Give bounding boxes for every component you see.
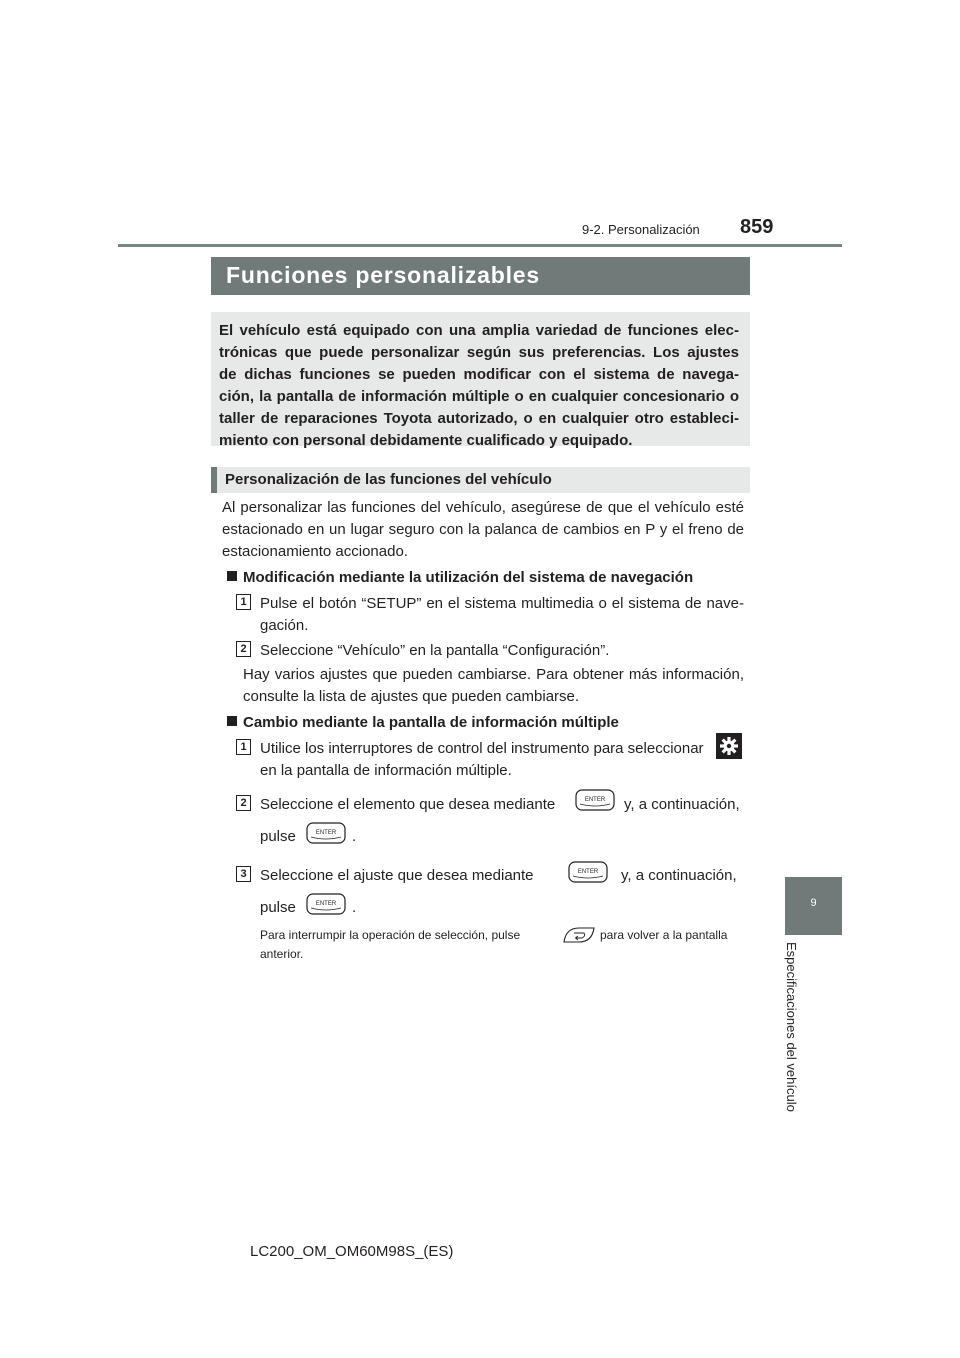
step-number-box: 1 xyxy=(236,739,251,755)
chapter-tab xyxy=(785,877,842,935)
svg-text:ENTER: ENTER xyxy=(577,869,599,875)
intro-line: de dichas funciones se pueden modificar con el sistema de navega- xyxy=(219,366,739,383)
note-text: Para interrumpir la operación de selección, pulse xyxy=(260,928,521,942)
mid-heading: Cambio mediante la pantalla de información múltiple xyxy=(227,714,619,731)
note-text: para volver a la pantalla xyxy=(600,928,728,942)
bullet-square-icon xyxy=(227,716,237,726)
svg-text:ENTER: ENTER xyxy=(584,797,606,803)
step-text: y, a continuación, xyxy=(624,796,740,813)
enter-button-icon xyxy=(306,822,346,844)
header-section-label: 9-2. Personalización xyxy=(582,222,700,237)
body-line: Al personalizar las funciones del vehículo, asegúrese de que el vehículo esté xyxy=(222,499,744,516)
step-text: . xyxy=(352,828,357,845)
svg-text:ENTER: ENTER xyxy=(315,901,337,907)
enter-button-icon xyxy=(575,789,615,811)
chapter-label: Especificaciones del vehículo xyxy=(784,942,799,1112)
note-line: Hay varios ajustes que pueden cambiarse. Para obtener más información, xyxy=(243,666,744,683)
note-text: anterior. xyxy=(260,947,304,961)
chapter-number: 9 xyxy=(810,897,817,909)
step-text: Seleccione el ajuste que desea mediante xyxy=(260,867,534,884)
step-text: en la pantalla de información múltiple. xyxy=(260,762,512,779)
intro-box xyxy=(211,312,750,449)
page-title: Funciones personalizables xyxy=(226,262,540,288)
step-text: gación. xyxy=(260,617,309,634)
enter-button-icon xyxy=(306,893,346,915)
step-text: y, a continuación, xyxy=(621,867,737,884)
nav-heading: Modificación mediante la utilización del sistema de navegación xyxy=(227,569,693,586)
gear-icon xyxy=(716,733,742,759)
step-text: Pulse el botón “SETUP” en el sistema multimedia o el sistema de nave- xyxy=(260,595,744,612)
intro-line: ción, la pantalla de información múltiple o en cualquier concesionario o xyxy=(219,388,739,405)
footer-code: LC200_OM_OM60M98S_(ES) xyxy=(250,1243,454,1260)
page-number: 859 xyxy=(740,216,774,238)
step-number-box: 1 xyxy=(236,594,251,610)
step-number-box: 2 xyxy=(236,795,251,811)
note-line: consulte la lista de ajustes que pueden cambiarse. xyxy=(243,688,580,705)
intro-line: El vehículo está equipado con una amplia variedad de funciones elec- xyxy=(219,322,739,339)
body-line: estacionamiento accionado. xyxy=(222,543,408,560)
subsection-accent xyxy=(211,467,217,493)
enter-button-icon xyxy=(568,861,608,883)
subsection-heading xyxy=(211,467,750,493)
body-line: estacionado en un lugar seguro con la palanca de cambios en P y el freno de xyxy=(222,521,744,538)
back-button-icon xyxy=(562,925,596,945)
intro-line: taller de reparaciones Toyota autorizado, o en cualquier otro estableci- xyxy=(219,410,739,427)
step-text: Seleccione “Vehículo” en la pantalla “Configuración”. xyxy=(260,642,610,659)
step-number-box: 2 xyxy=(236,641,251,657)
bullet-square-icon xyxy=(227,571,237,581)
step-text: . xyxy=(352,899,357,916)
step-number-box: 3 xyxy=(236,866,251,882)
intro-line: miento con personal debidamente cualificado y equipado. xyxy=(219,432,633,449)
step-text: Seleccione el elemento que desea mediante xyxy=(260,796,556,813)
step-text: pulse xyxy=(260,828,296,845)
step-text: Utilice los interruptores de control del instrumento para seleccionar xyxy=(260,740,704,757)
svg-text:ENTER: ENTER xyxy=(315,830,337,836)
step-text: pulse xyxy=(260,899,296,916)
header-rule xyxy=(118,244,842,247)
intro-line: trónicas que puede personalizar según sus preferencias. Los ajustes xyxy=(219,344,739,361)
subsection-title: Personalización de las funciones del vehículo xyxy=(225,471,552,488)
